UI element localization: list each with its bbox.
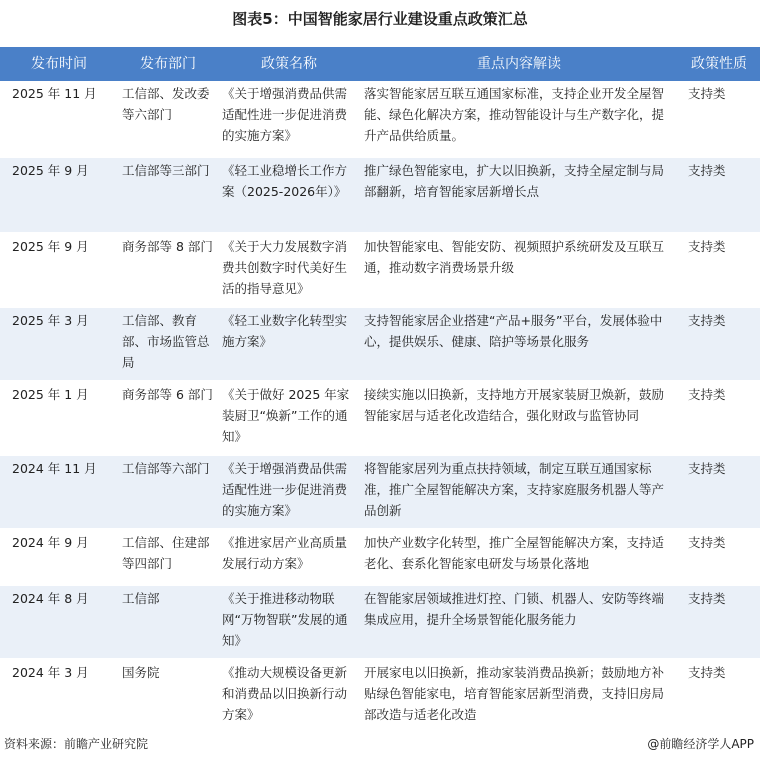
table-row: [0, 381, 760, 455]
cell-dept: 工信部: [118, 585, 218, 659]
cell-content: 将智能家居列为重点扶持领域，制定互联互通国家标准，推广全屋智能解决方案，支持家庭服务机器人等产品创新: [360, 455, 678, 529]
page-title: 图表5：中国智能家居行业建设重点政策汇总: [232, 10, 528, 28]
table-row: [0, 659, 760, 735]
cell-type: 支持类: [678, 585, 760, 659]
cell-name: 《推进家居产业高质量发展行动方案》: [218, 529, 360, 585]
cell-type: 支持类: [678, 455, 760, 529]
cell-time: 2025 年 1 月: [0, 381, 118, 455]
table-row: [0, 81, 760, 157]
cell-name: 《关于做好 2025 年家装厨卫“焕新”工作的通知》: [218, 381, 360, 455]
cell-name: 《轻工业数字化转型实施方案》: [218, 307, 360, 381]
cell-content: 开展家电以旧换新，推动家装消费品换新；鼓励地方补贴绿色智能家电，培育智能家居新型消费，支持旧房局部改造与适老化改造: [360, 659, 678, 735]
cell-time: 2025 年 3 月: [0, 307, 118, 381]
cell-time: 2024 年 9 月: [0, 529, 118, 585]
cell-type: 支持类: [678, 529, 760, 585]
cell-time: 2025 年 9 月: [0, 157, 118, 233]
cell-time: 2025 年 9 月: [0, 233, 118, 307]
cell-time: 2024 年 8 月: [0, 585, 118, 659]
cell-type: 支持类: [678, 81, 760, 157]
cell-name: 《关于增强消费品供需适配性进一步促进消费的实施方案》: [218, 455, 360, 529]
cell-dept: 国务院: [118, 659, 218, 735]
cell-type: 支持类: [678, 233, 760, 307]
table-row: [0, 157, 760, 233]
policy-table: [0, 47, 760, 736]
cell-type: 支持类: [678, 659, 760, 735]
header-time: 发布时间: [0, 47, 118, 81]
cell-content: 加快智能家电、智能安防、视频照护系统研发及互联互通，推动数字消费场景升级: [360, 233, 678, 307]
table-row: [0, 233, 760, 307]
cell-time: 2024 年 11 月: [0, 455, 118, 529]
cell-name: 《推动大规模设备更新和消费品以旧换新行动方案》: [218, 659, 360, 735]
cell-content: 推广绿色智能家电，扩大以旧换新，支持全屋定制与局部翻新，培育智能家居新增长点: [360, 157, 678, 233]
table-row: [0, 585, 760, 659]
cell-time: 2025 年 11 月: [0, 81, 118, 157]
table-row: [0, 307, 760, 381]
header-name: 政策名称: [218, 47, 360, 81]
cell-type: 支持类: [678, 157, 760, 233]
credit-note: @前瞻经济学人APP: [647, 737, 754, 751]
cell-dept: 工信部、发改委等六部门: [118, 81, 218, 157]
header-dept: 发布部门: [118, 47, 218, 81]
cell-content: 接续实施以旧换新，支持地方开展家装厨卫焕新，鼓励智能家居与适老化改造结合，强化财政与监管协同: [360, 381, 678, 455]
cell-name: 《关于推进移动物联网“万物智联”发展的通知》: [218, 585, 360, 659]
cell-dept: 工信部、住建部等四部门: [118, 529, 218, 585]
cell-dept: 商务部等 6 部门: [118, 381, 218, 455]
cell-name: 《关于大力发展数字消费共创数字时代美好生活的指导意见》: [218, 233, 360, 307]
cell-content: 在智能家居领域推进灯控、门锁、机器人、安防等终端集成应用，提升全场景智能化服务能力: [360, 585, 678, 659]
cell-type: 支持类: [678, 381, 760, 455]
cell-dept: 工信部等三部门: [118, 157, 218, 233]
cell-content: 加快产业数字化转型，推广全屋智能解决方案，支持适老化、套系化智能家电研发与场景化落地: [360, 529, 678, 585]
cell-type: 支持类: [678, 307, 760, 381]
cell-content: 支持智能家居企业搭建“产品+服务”平台，发展体验中心，提供娱乐、健康、陪护等场景化服务: [360, 307, 678, 381]
cell-content: 落实智能家居互联互通国家标准，支持企业开发全屋智能、绿色化解决方案，推动智能设计与生产数字化，提升产品供给质量。: [360, 81, 678, 157]
cell-name: 《关于增强消费品供需适配性进一步促进消费的实施方案》: [218, 81, 360, 157]
table-header-row: [0, 47, 760, 81]
cell-dept: 工信部、教育部、市场监管总局: [118, 307, 218, 381]
source-note: 资料来源：前瞻产业研究院: [4, 737, 149, 751]
cell-dept: 工信部等六部门: [118, 455, 218, 529]
header-type: 政策性质: [678, 47, 760, 81]
header-content: 重点内容解读: [360, 47, 678, 81]
cell-name: 《轻工业稳增长工作方案（2025-2026年）》: [218, 157, 360, 233]
cell-time: 2024 年 3 月: [0, 659, 118, 735]
cell-dept: 商务部等 8 部门: [118, 233, 218, 307]
table-row: [0, 529, 760, 585]
table-row: [0, 455, 760, 529]
